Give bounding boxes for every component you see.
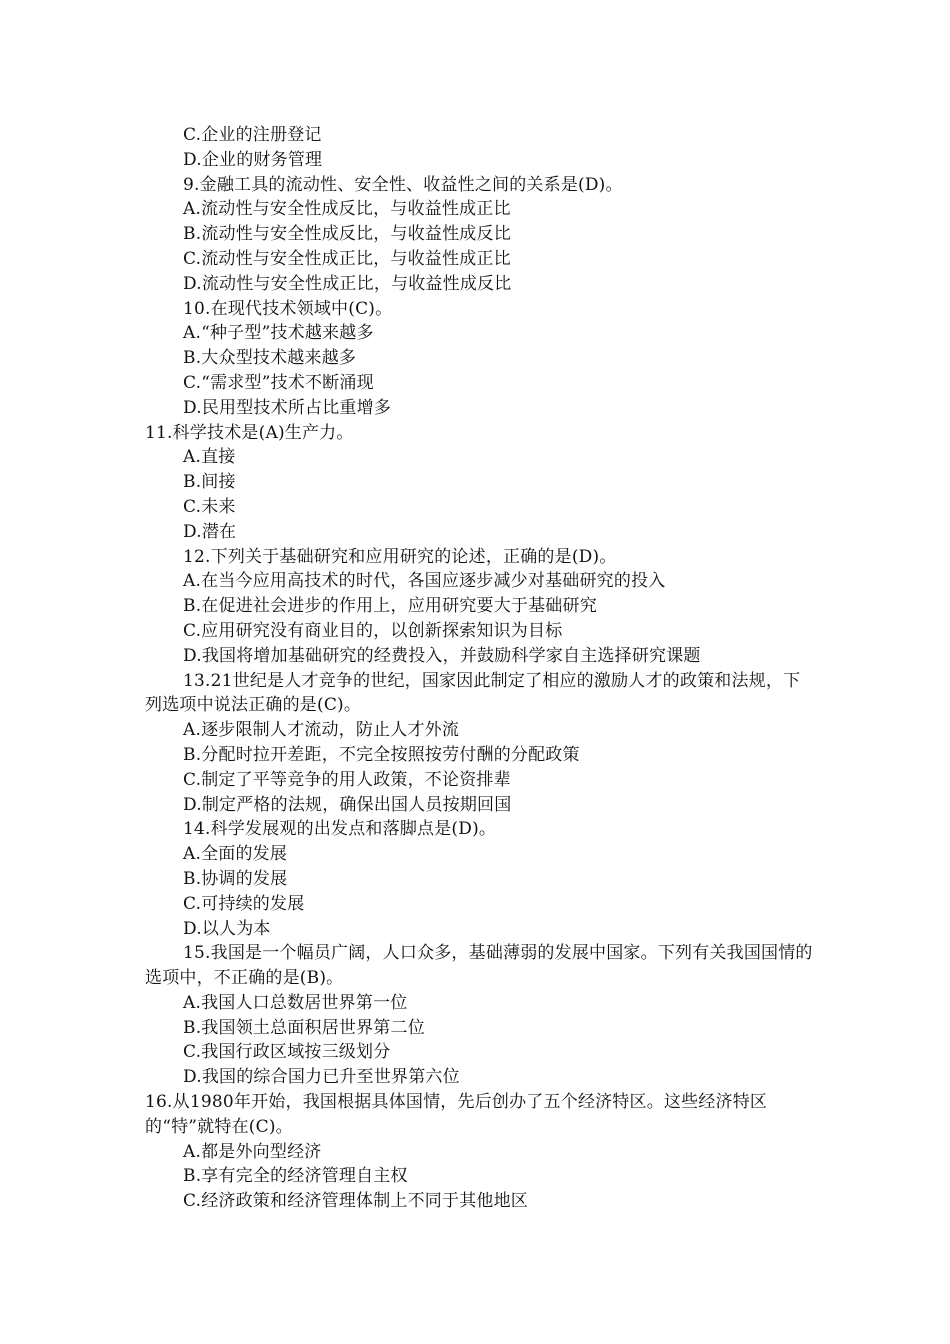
question-10: 10.在现代技术领域中(C)。 [183, 298, 393, 319]
option-line: C.制定了平等竞争的用人政策，不论资排辈 [183, 769, 511, 790]
question-16: 16.从1980年开始，我国根据具体国情，先后创办了五个经济特区。这些经济特区的“特”就特在(C)。 [145, 1092, 768, 1137]
option-line: B.我国领土总面积居世界第二位 [183, 1017, 425, 1038]
option-line: D.我国的综合国力已升至世界第六位 [183, 1067, 460, 1088]
option-line: A.逐步限制人才流动，防止人才外流 [183, 720, 460, 741]
option-line: C.经济政策和经济管理体制上不同于其他地区 [183, 1191, 529, 1212]
option-line: A.我国人口总数居世界第一位 [183, 992, 408, 1013]
option-line: B.间接 [183, 472, 236, 493]
option-line: A.全面的发展 [183, 844, 288, 865]
option-line: C.流动性与安全性成正比，与收益性成正比 [183, 248, 511, 269]
option-line: A.都是外向型经济 [183, 1141, 322, 1162]
option-line: B.流动性与安全性成反比，与收益性成反比 [183, 224, 511, 245]
question-12: 12.下列关于基础研究和应用研究的论述，正确的是(D)。 [183, 546, 617, 567]
option-line: D.制定严格的法规，确保出国人员按期回国 [183, 794, 512, 815]
option-line: C.应用研究没有商业目的，以创新探索知识为目标 [183, 620, 563, 641]
question-list [145, 123, 815, 1214]
option-line: B.分配时拉开差距，不完全按照按劳付酬的分配政策 [183, 744, 580, 765]
option-line: A.在当今应用高技术的时代，各国应逐步减少对基础研究的投入 [183, 571, 666, 592]
question-11: 11.科学技术是(A)生产力。 [145, 422, 354, 443]
option-line: D.流动性与安全性成正比，与收益性成反比 [183, 273, 512, 294]
option-line: D.企业的财务管理 [183, 149, 323, 170]
option-line: B.在促进社会进步的作用上，应用研究要大于基础研究 [183, 596, 597, 617]
option-line: C.“需求型”技术不断涌现 [183, 372, 374, 393]
option-line: C.我国行政区域按三级划分 [183, 1042, 391, 1063]
option-line: A.流动性与安全性成反比，与收益性成正比 [183, 199, 511, 220]
option-line: C.企业的注册登记 [183, 125, 322, 145]
option-line: C.可持续的发展 [183, 893, 305, 914]
question-13: 13.21世纪是人才竞争的世纪，国家因此制定了相应的激励人才的政策和法规，下列选项中说法正确的是(C)。 [145, 670, 801, 716]
question-15: 15.我国是一个幅员广阔，人口众多，基础薄弱的发展中国家。下列有关我国国情的选项中，不正确的是(B)。 [145, 943, 813, 989]
option-line: D.潜在 [183, 521, 237, 542]
option-line: B.大众型技术越来越多 [183, 348, 357, 369]
option-line: A.直接 [183, 447, 236, 468]
option-line: D.民用型技术所占比重增多 [183, 397, 392, 418]
option-line: D.我国将增加基础研究的经费投入，并鼓励科学家自主选择研究课题 [183, 645, 701, 666]
option-line: B.协调的发展 [183, 868, 288, 889]
option-line: A.“种子型”技术越来越多 [183, 323, 374, 344]
option-line: C.未来 [183, 496, 236, 517]
question-9: 9.金融工具的流动性、安全性、收益性之间的关系是(D)。 [183, 174, 623, 195]
option-line: B.享有完全的经济管理自主权 [183, 1166, 408, 1187]
option-line: D.以人为本 [183, 918, 271, 939]
question-14: 14.科学发展观的出发点和落脚点是(D)。 [183, 819, 497, 840]
